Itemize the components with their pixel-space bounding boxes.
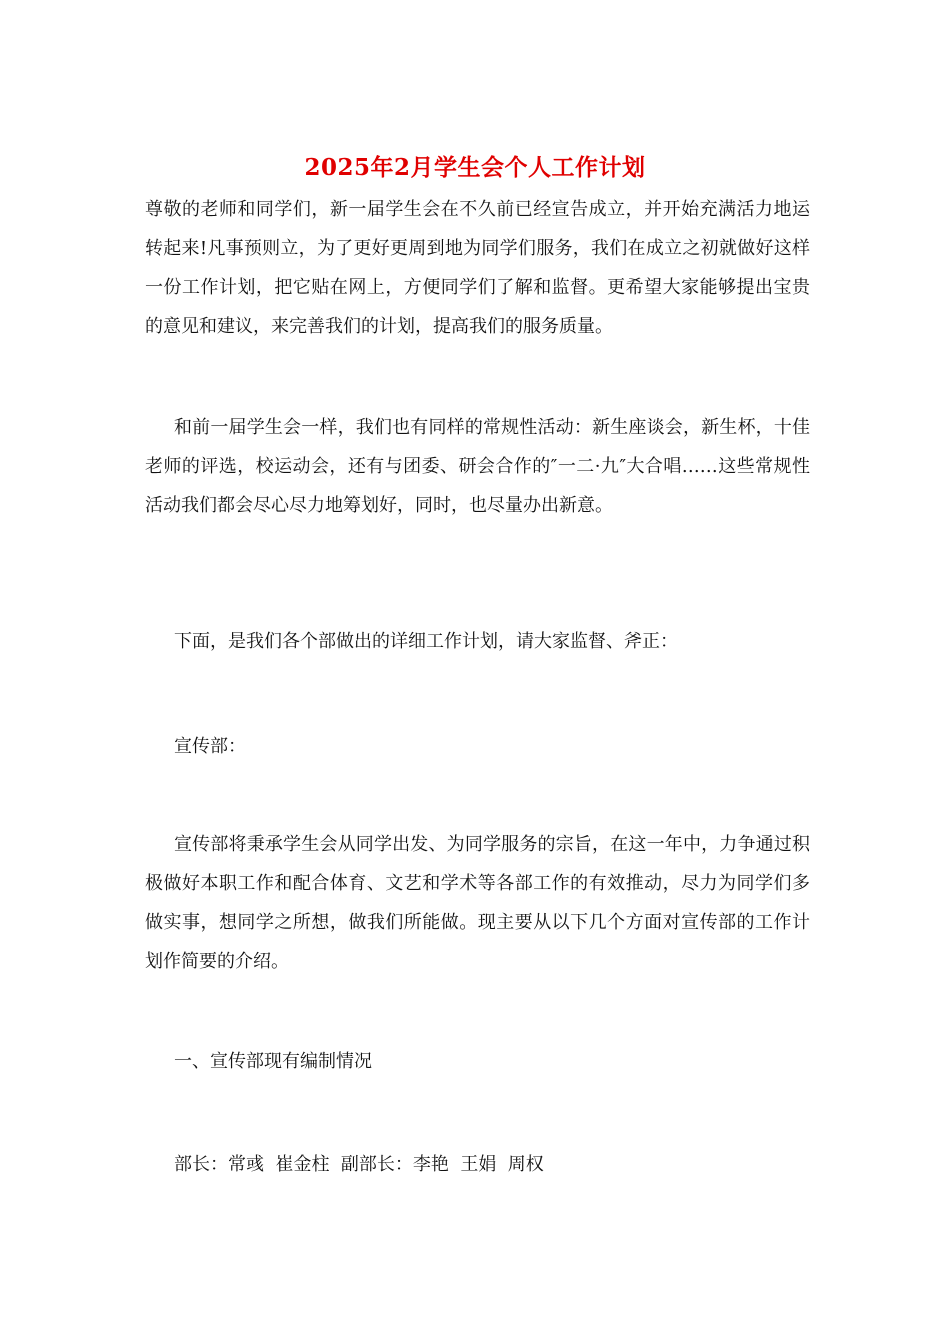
intro-paragraph: 尊敬的老师和同学们，新一届学生会在不久前已经宣告成立，并开始充满活力地运转起来!凡事预则立，为了更好更周到地为同学们服务，我们在成立之初就做好这样一份工作计划，把它贴在网上，方便同学们了解和监督。更希望大家能够提出宝贵的意见和建议，来完善我们的计划，提高我们的服务质量。 (145, 199, 810, 337)
publicity-department-heading: 宣传部： (174, 736, 246, 757)
regular-activities-paragraph: 和前一届学生会一样，我们也有同样的常规性活动：新生座谈会，新生杯，十佳老师的评选，校运动会，还有与团委、研会合作的″一二·九″大合唱……这些常规性活动我们都会尽心尽力地筹划好，同时，也尽量办出新意。 (145, 417, 810, 516)
document-title: 2025年2月学生会个人工作计划 (304, 154, 646, 181)
department-plans-intro: 下面，是我们各个部做出的详细工作计划，请大家监督、斧正： (174, 631, 678, 652)
staff-list: 部长：常彧 崔金柱 副部长：李艳 王娟 周权 (174, 1154, 544, 1175)
publicity-department-paragraph: 宣传部将秉承学生会从同学出发、为同学服务的宗旨，在这一年中，力争通过积极做好本职工作和配合体育、文艺和学术等各部工作的有效推动，尽力为同学们多做实事，想同学之所想，做我们所能做。现主要从以下几个方面对宣传部的工作计划作简要的介绍。 (145, 834, 810, 972)
section-heading-staffing: 一、宣传部现有编制情况 (174, 1051, 372, 1072)
